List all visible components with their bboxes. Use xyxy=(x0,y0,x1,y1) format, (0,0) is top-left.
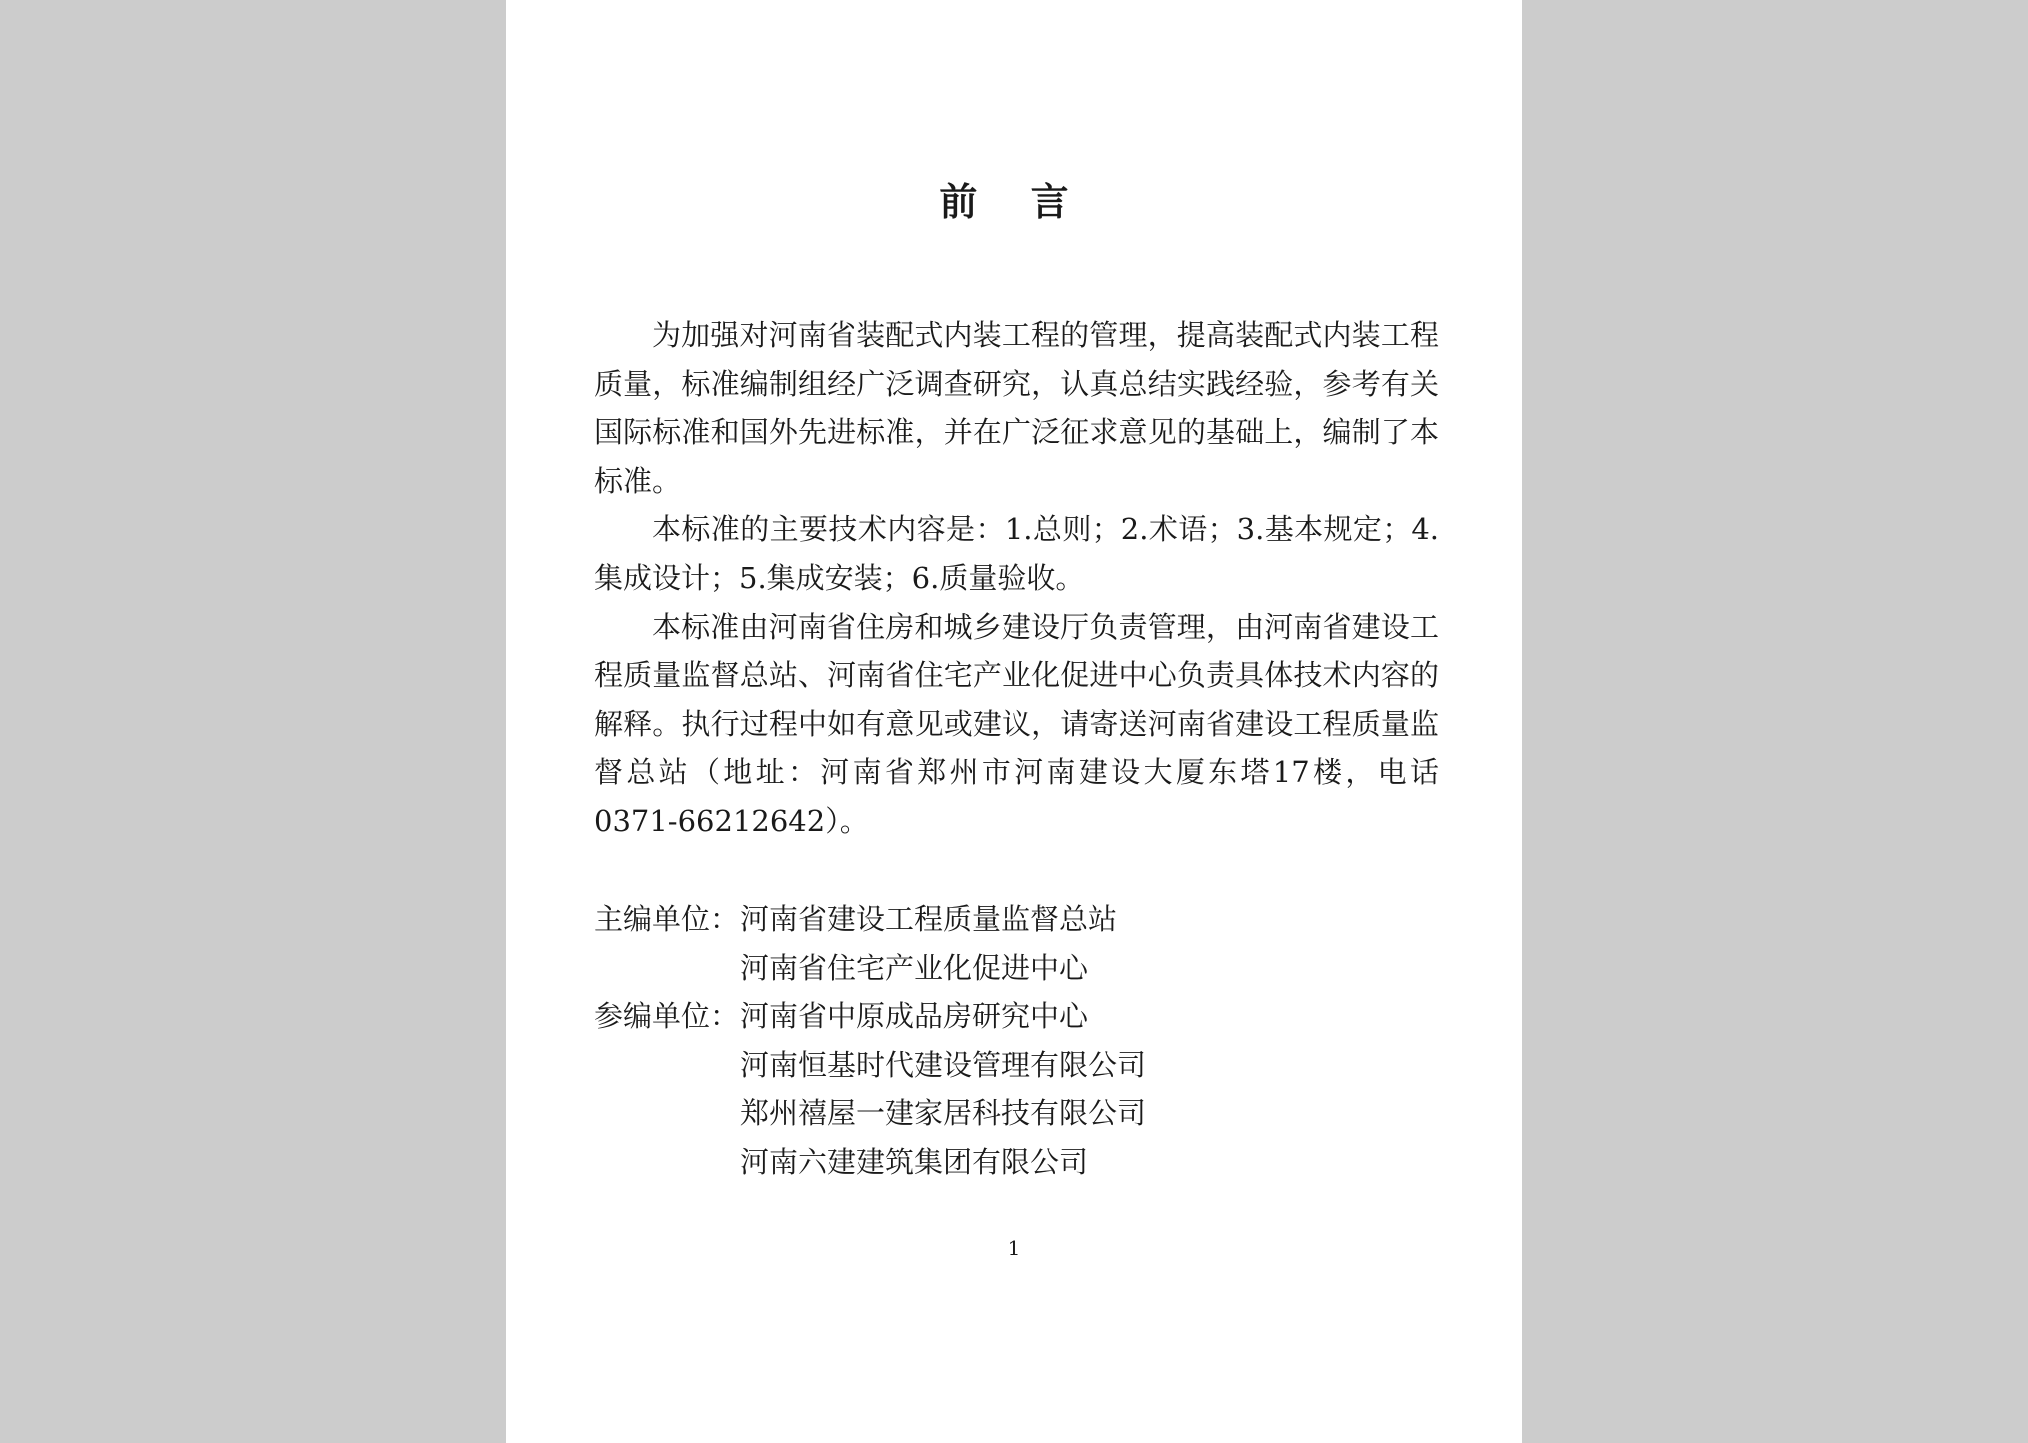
participating-unit-row xyxy=(594,1041,1439,1090)
document-page xyxy=(506,0,1522,1443)
participating-unit-name: 郑州禧屋一建家居科技有限公司 xyxy=(740,1096,1147,1131)
chief-units-label: 主编单位： xyxy=(594,902,740,936)
unit-label-spacer xyxy=(594,944,740,993)
paragraph-purpose: 为加强对河南省装配式内装工程的管理，提高装配式内装工程质量，标准编制组经广泛调查研究，认真总结实践经验，参考有关国际标准和国外先进标准，并在广泛征求意见的基础上，编制了本标准。 xyxy=(594,318,1439,498)
participating-units-label: 参编单位： xyxy=(594,999,740,1034)
participating-unit-row xyxy=(594,1138,1439,1187)
unit-label-spacer xyxy=(594,1041,740,1090)
chief-unit-name: 河南省住宅产业化促进中心 xyxy=(740,950,1089,985)
participating-unit-name: 河南省中原成品房研究中心 xyxy=(740,999,1089,1034)
compiling-units xyxy=(594,895,1439,1187)
unit-label-spacer xyxy=(594,1089,740,1138)
participating-unit-name: 河南六建建筑集团有限公司 xyxy=(740,1144,1089,1179)
participating-unit-row xyxy=(594,1089,1439,1138)
unit-label-spacer xyxy=(594,1138,740,1187)
participating-unit-name: 河南恒基时代建设管理有限公司 xyxy=(740,1047,1147,1082)
participating-unit-row xyxy=(594,992,1439,1041)
page-number: 1 xyxy=(1007,1236,1021,1260)
paragraph-contents: 本标准的主要技术内容是：1.总则；2.术语；3.基本规定；4.集成设计；5.集成安装；6.质量验收。 xyxy=(594,512,1439,595)
preface-body xyxy=(594,311,1439,846)
chief-unit-name: 河南省建设工程质量监督总站 xyxy=(740,902,1118,936)
paragraph-management: 本标准由河南省住房和城乡建设厅负责管理，由河南省建设工程质量监督总站、河南省住宅产业化促进中心负责具体技术内容的解释。执行过程中如有意见或建议，请寄送河南省建设工程质量监督总站（地址：河南省郑州市河南建设大厦东塔17楼，电话0371-66212642）。 xyxy=(594,609,1439,838)
page-title: 前 言 xyxy=(939,179,1089,224)
chief-unit-row xyxy=(594,895,1439,944)
chief-unit-row xyxy=(594,944,1439,993)
